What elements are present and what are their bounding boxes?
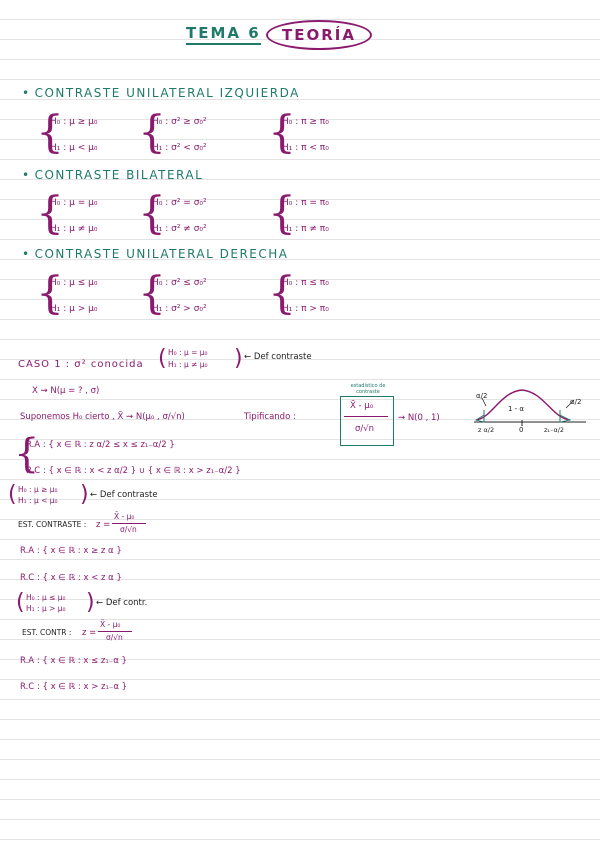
brace: { — [36, 107, 64, 158]
rejection-region: R.C : { x ∈ ℝ : x > z₁₋α } — [20, 682, 128, 692]
hypothesis-h1: H₁ : μ > μ₀ — [50, 304, 98, 314]
paren: ( — [158, 346, 167, 371]
brace: { — [14, 431, 40, 477]
z-equals: z = — [96, 520, 111, 530]
alpha-left-label: α/2 — [476, 392, 488, 400]
statistic-numerator: X̄ - μ₀ — [350, 401, 374, 411]
standardize-label: Tipificando : — [244, 412, 296, 422]
hypothesis-h0: H₀ : π ≤ π₀ — [282, 278, 329, 288]
statistic-denominator: σ/√n — [106, 633, 123, 642]
acceptance-region: R.A : { x ∈ ℝ : x ≥ z α } — [20, 546, 122, 556]
alpha-right-label: α/2 — [570, 398, 582, 406]
statistic-label: EST. CONTRASTE : — [18, 520, 87, 529]
hypothesis-h0: H₀ : μ ≤ μ₀ — [50, 278, 98, 288]
brace: { — [138, 268, 166, 319]
paren: ( — [8, 482, 17, 507]
fraction-bar — [98, 631, 132, 632]
brace: { — [36, 188, 64, 239]
hypothesis-h1: H₁ : μ > μ₀ — [26, 604, 66, 613]
box-title: estadístico de contraste — [350, 383, 386, 395]
brace: { — [268, 268, 296, 319]
statistic-numerator: X̄ - μ₀ — [114, 512, 135, 521]
hypothesis-h0: H₀ : σ² ≤ σ₀² — [152, 278, 207, 288]
hypothesis-h0: H₀ : σ² = σ₀² — [152, 198, 207, 208]
section-title: • CONTRASTE UNILATERAL IZQUIERDA — [22, 86, 300, 100]
standard-normal: ⇝ N(0 , 1) — [398, 413, 440, 423]
hypothesis-h1: H₁ : σ² > σ₀² — [152, 304, 207, 314]
assumption: Suponemos H₀ cierto , X̄ ⇝ N(μ₀ , σ/√n) — [20, 412, 185, 422]
hypothesis-h0: H₀ : μ ≥ μ₀ — [50, 117, 98, 127]
distribution: X ⇝ N(μ = ? , σ) — [32, 386, 100, 396]
section-title: • CONTRASTE UNILATERAL DERECHA — [22, 247, 289, 261]
statistic-denominator: σ/√n — [120, 525, 137, 534]
annotation: ← Def contr. — [96, 598, 148, 608]
section-badge: TEORÍA — [266, 20, 372, 50]
statistic-denominator: σ/√n — [355, 424, 375, 434]
brace: { — [138, 107, 166, 158]
rejection-region: R.C : { x ∈ ℝ : x < z α/2 } ∪ { x ∈ ℝ : x > z₁₋α/2 } — [26, 466, 241, 476]
hypothesis-h0: H₀ : μ ≤ μ₀ — [26, 593, 66, 602]
paren: ) — [80, 482, 89, 507]
hypothesis-h0: H₀ : μ = μ₀ — [50, 198, 98, 208]
hypothesis-h1: H₁ : σ² ≠ σ₀² — [152, 224, 207, 234]
paren: ) — [86, 590, 95, 615]
hypothesis-h0: H₀ : μ = μ₀ — [168, 348, 208, 357]
hypothesis-h0: H₀ : π ≥ π₀ — [282, 117, 329, 127]
statistic-label: EST. CONTR : — [22, 628, 72, 637]
section-title: • CONTRASTE BILATERAL — [22, 168, 204, 182]
hypothesis-h1: H₁ : π < π₀ — [282, 143, 329, 153]
hypothesis-h1: H₁ : σ² < σ₀² — [152, 143, 207, 153]
hypothesis-h0: H₀ : σ² ≥ σ₀² — [152, 117, 207, 127]
brace: { — [268, 188, 296, 239]
hypothesis-h0: H₀ : μ ≥ μ₀ — [18, 485, 58, 494]
hypothesis-h1: H₁ : μ ≠ μ₀ — [168, 360, 208, 369]
paren: ( — [16, 590, 25, 615]
annotation: ← Def contraste — [244, 352, 312, 362]
hypothesis-h1: H₁ : π ≠ π₀ — [282, 224, 329, 234]
statistic-numerator: X̄ - μ₀ — [100, 620, 121, 629]
acceptance-region: R.A : { x ∈ ℝ : z α/2 ≤ x ≤ z₁₋α/2 } — [26, 440, 175, 450]
fraction-bar — [112, 523, 146, 524]
acceptance-region: R.A : { x ∈ ℝ : x ≤ z₁₋α } — [20, 656, 127, 666]
z-equals: z = — [82, 628, 97, 638]
brace: { — [268, 107, 296, 158]
hypothesis-h1: H₁ : μ ≠ μ₀ — [50, 224, 98, 234]
brace: { — [36, 268, 64, 319]
center-area-label: 1 - α — [508, 405, 525, 413]
hypothesis-h1: H₁ : μ < μ₀ — [50, 143, 98, 153]
hypothesis-h1: H₁ : π > π₀ — [282, 304, 329, 314]
z-right-label: z₁₋α/2 — [544, 426, 565, 434]
hypothesis-h1: H₁ : μ < μ₀ — [18, 496, 58, 505]
page-title: TEMA 6 — [186, 24, 261, 42]
brace: { — [138, 188, 166, 239]
z-left-label: z α/2 — [478, 426, 495, 434]
zero-label: 0 — [519, 426, 524, 434]
hypothesis-h0: H₀ : π = π₀ — [282, 198, 329, 208]
paren: ) — [234, 346, 243, 371]
rejection-region: R.C : { x ∈ ℝ : x < z α } — [20, 573, 122, 583]
annotation: ← Def contraste — [90, 490, 158, 500]
fraction-bar — [344, 416, 388, 417]
case-label: CASO 1 : σ² conocida — [18, 359, 144, 370]
